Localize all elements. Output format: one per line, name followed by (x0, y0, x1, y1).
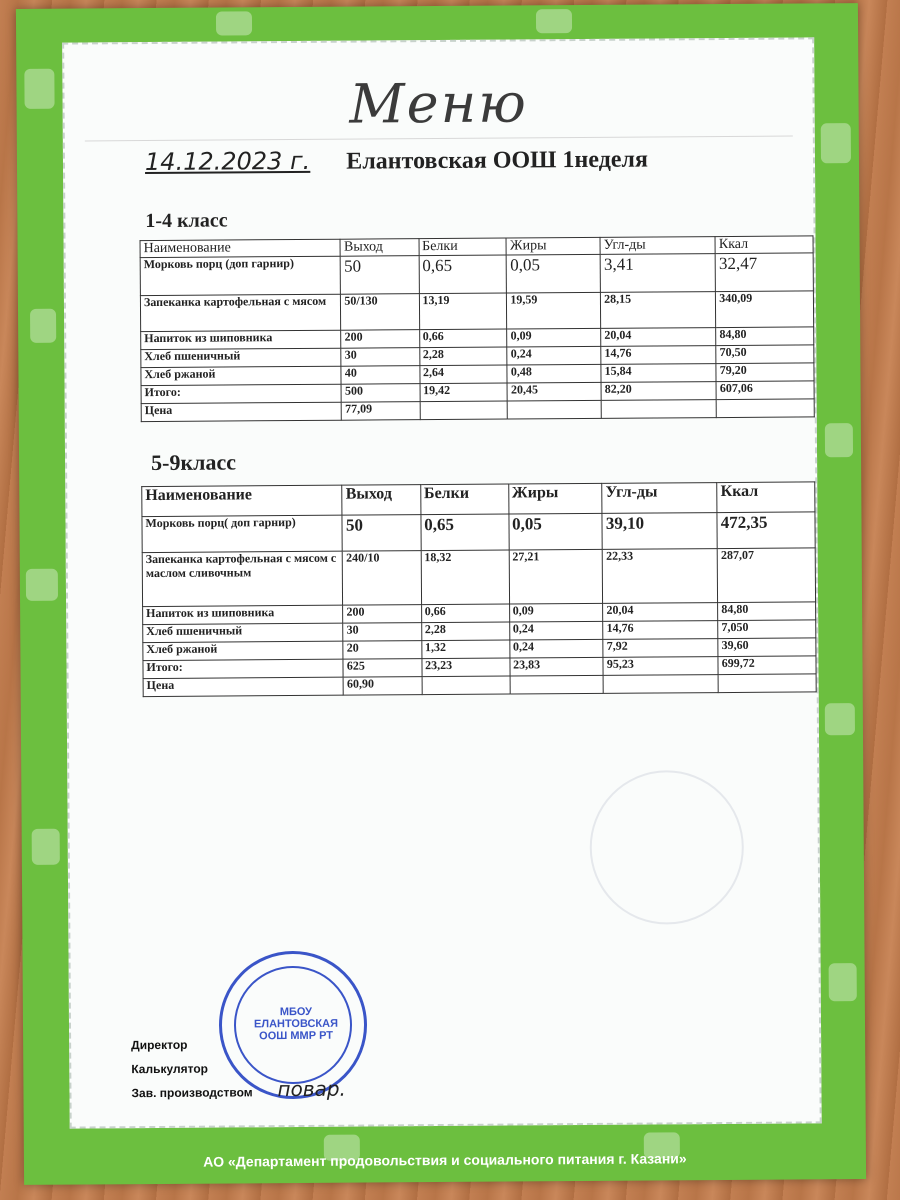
table-cell: 20 (343, 641, 421, 660)
table-cell: 19,42 (420, 383, 508, 402)
table-row (140, 253, 813, 296)
decor-cup-icon (829, 963, 857, 1001)
school-name: Елантовская ООШ 1неделя (346, 146, 648, 175)
table-cell: Хлеб пшеничный (143, 623, 344, 642)
menu-title: Меню (349, 71, 528, 136)
table-cell: 0,05 (509, 513, 603, 550)
table-cell: 0,05 (507, 254, 601, 293)
table-cell: 30 (341, 348, 419, 367)
col-header: Белки (420, 484, 508, 515)
table-cell: 70,50 (716, 345, 814, 364)
table-price-row (141, 399, 814, 422)
table-cell: 0,24 (509, 621, 603, 640)
table-cell: Хлеб пшеничный (141, 348, 341, 367)
table-cell: 39,60 (718, 638, 816, 657)
decor-cup-icon (32, 829, 60, 865)
table-cell: Запеканка картофельная с мясом (140, 294, 341, 331)
table-cell: 287,07 (717, 548, 815, 603)
col-header: Угл-ды (602, 483, 717, 514)
table-cell: 50/130 (341, 294, 419, 331)
footer-org: АО «Департамент продовольствия и социального питания г. Казани» (203, 1150, 687, 1170)
col-header: Ккал (717, 482, 815, 513)
table-cell: 14,76 (603, 621, 718, 640)
decor-cup-icon (26, 569, 58, 601)
table-cell: 0,48 (507, 364, 601, 383)
table-cell: 0,24 (509, 639, 603, 658)
table-cell: 7,050 (718, 620, 816, 639)
table-cell: 84,80 (718, 602, 816, 621)
table-header-row (142, 482, 815, 517)
table-cell: Морковь порц (доп гарнир) (140, 256, 341, 295)
table-cell: 0,66 (419, 329, 507, 348)
handwritten-signature: повар. (277, 1076, 346, 1102)
menu-paper (62, 37, 822, 1128)
signature-director: Директор (131, 1037, 188, 1053)
table-row (140, 291, 813, 332)
table-cell: 14,76 (601, 346, 716, 365)
col-header: Выход (340, 239, 418, 257)
table-cell: 39,10 (602, 513, 717, 550)
signature-production-head: Зав. производством (131, 1085, 253, 1101)
decor-cup-icon (216, 11, 252, 35)
table-cell: Запеканка картофельная с мясом с маслом сливочным (142, 551, 343, 606)
seal-text: МБОУ ЕЛАНТОВСКАЯ ООШ ММР РТ (253, 1005, 339, 1043)
col-header: Выход (342, 485, 420, 516)
table-cell: 95,23 (603, 657, 718, 676)
table-cell (716, 399, 814, 418)
menu-header (145, 145, 648, 178)
table-cell: 1,32 (421, 640, 509, 659)
table-cell: 18,32 (421, 550, 509, 605)
table-cell: Напиток из шиповника (143, 605, 344, 624)
signature-calculator: Калькулятор (131, 1061, 209, 1077)
table-cell: 2,28 (421, 622, 509, 641)
table-cell: 23,83 (510, 657, 604, 676)
faint-stamp (589, 770, 744, 925)
table-cell (422, 676, 510, 695)
col-header: Жиры (508, 483, 602, 514)
table-cell: 0,66 (421, 604, 509, 623)
col-header: Ккал (715, 236, 813, 254)
table-cell: 28,15 (601, 292, 716, 329)
table-cell: 607,06 (716, 381, 814, 400)
table-price-row (143, 674, 816, 697)
table-cell: 27,21 (509, 549, 603, 604)
col-header: Угл-ды (600, 237, 715, 255)
table-cell: 340,09 (716, 291, 814, 328)
table-cell: 84,80 (716, 327, 814, 346)
table-cell: 20,45 (507, 382, 601, 401)
table-cell (510, 675, 604, 694)
table-cell: 77,09 (342, 402, 420, 421)
table-cell: 30 (343, 623, 421, 642)
table-cell: 15,84 (601, 364, 716, 383)
table-cell: 200 (341, 330, 419, 349)
table-cell (718, 674, 816, 693)
menu-sheet (16, 3, 866, 1185)
table-cell: 32,47 (715, 253, 813, 292)
table-cell: Итого: (143, 659, 344, 678)
table-cell: 240/10 (343, 551, 422, 606)
table-cell (603, 675, 718, 694)
section-label-1-4: 1-4 класс (145, 209, 228, 233)
table-cell (420, 401, 508, 420)
menu-table-1-4 (140, 235, 815, 422)
table-cell: 0,65 (421, 514, 509, 551)
table-cell: 500 (341, 384, 419, 403)
table-cell: Хлеб ржаной (141, 366, 341, 385)
table-cell: Хлеб ржаной (143, 641, 344, 660)
section-label-5-9: 5-9класс (150, 449, 237, 476)
col-header: Жиры (506, 237, 600, 255)
table-cell: 0,24 (507, 346, 601, 365)
table-cell: 60,90 (343, 677, 421, 696)
table-cell: 0,09 (509, 603, 603, 622)
col-header: Наименование (142, 485, 343, 516)
table-cell: Морковь порц( доп гарнир) (142, 515, 343, 552)
table-cell: 699,72 (718, 656, 816, 675)
table-row (142, 512, 815, 553)
menu-date: 14.12.2023 г. (144, 146, 311, 177)
table-cell: 0,09 (507, 328, 601, 347)
table-cell: Цена (143, 677, 344, 696)
table-cell: 20,04 (603, 603, 718, 622)
decor-cup-icon (30, 309, 56, 343)
table-cell: 2,28 (419, 347, 507, 366)
table-cell (601, 400, 716, 419)
table-cell: 7,92 (603, 639, 718, 658)
decor-cup-icon (825, 703, 855, 735)
table-row (142, 548, 815, 607)
table-cell: 0,65 (419, 255, 507, 294)
table-cell: 50 (341, 256, 419, 295)
table-cell: 50 (342, 515, 420, 552)
col-header: Белки (419, 238, 507, 256)
col-header: Наименование (140, 239, 340, 257)
decor-cup-icon (821, 123, 851, 163)
table-cell: 200 (343, 605, 421, 624)
table-cell: 625 (343, 659, 421, 678)
table-cell: 40 (341, 366, 419, 385)
table-cell: 79,20 (716, 363, 814, 382)
decor-cup-icon (825, 423, 853, 457)
table-cell: 3,41 (600, 254, 715, 293)
table-cell: 22,33 (603, 549, 718, 604)
table-cell: 82,20 (601, 382, 716, 401)
table-cell: Итого: (141, 384, 341, 403)
table-cell: 23,23 (422, 658, 510, 677)
table-cell: 19,59 (507, 292, 601, 329)
table-cell (508, 400, 602, 419)
table-cell: 2,64 (419, 365, 507, 384)
table-cell: 20,04 (601, 328, 716, 347)
table-cell: 472,35 (717, 512, 815, 549)
menu-table-5-9 (141, 481, 816, 697)
table-cell: Цена (141, 402, 341, 421)
decor-cup-icon (24, 69, 54, 109)
table-cell: Напиток из шиповника (141, 330, 341, 349)
table-cell: 13,19 (419, 293, 507, 330)
decor-cup-icon (536, 9, 572, 33)
